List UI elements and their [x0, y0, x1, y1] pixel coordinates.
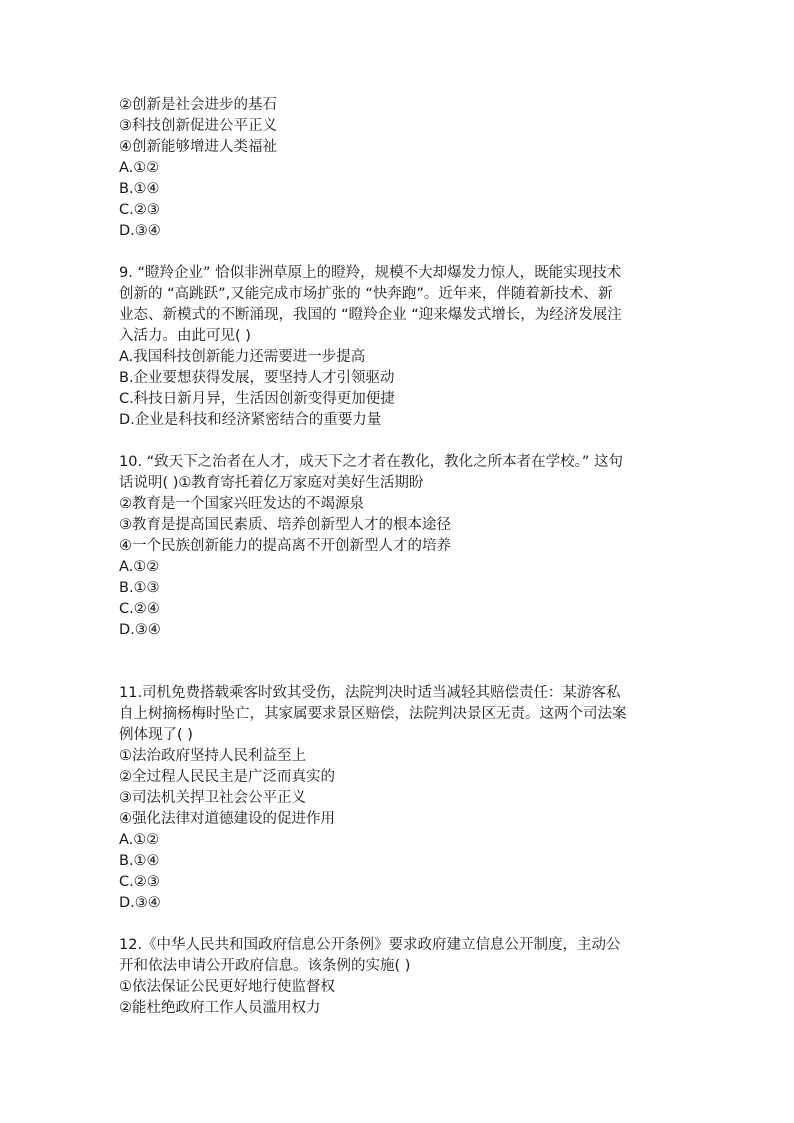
q8-choice-a: A.①②	[119, 160, 160, 176]
q8-choice-b: B.①④	[119, 181, 160, 197]
q11-choice-b: B.①④	[119, 853, 160, 869]
q10-choice-d: D.③④	[119, 622, 161, 638]
spacer	[119, 242, 679, 263]
spacer	[119, 914, 679, 935]
q9-stem-line: 9. “瞪羚企业” 恰似非洲草原上的瞪羚，规模不大却爆发力惊人，既能实现技术	[119, 265, 622, 281]
q10-option-2: ②教育是一个国家兴旺发达的不竭源泉	[119, 496, 364, 512]
spacer	[119, 431, 679, 452]
q12-option-2: ②能杜绝政府工作人员滥用权力	[119, 1000, 321, 1016]
q10-stem-line: 10. “致天下之治者在人才，成天下之才者在教化，教化之所本者在学校。” 这句	[119, 454, 624, 470]
question-8-tail	[119, 95, 679, 242]
q10-choice-a: A.①②	[119, 559, 160, 575]
q9-stem-line: 业态、新模式的不断涌现，我国的 “瞪羚企业 “迎来爆发式增长，为经济发展注	[119, 307, 622, 323]
q12-option-1: ①依法保证公民更好地行使监督权	[119, 979, 335, 995]
q9-choice-c: C.科技日新月异，生活因创新变得更加便捷	[119, 391, 395, 407]
q11-option-4: ④强化法律对道德建设的促进作用	[119, 811, 335, 827]
q10-choice-b: B.①③	[119, 580, 160, 596]
q8-option-2: ②创新是社会进步的基石	[119, 97, 277, 113]
q9-stem-line: 入活力。由此可见( )	[119, 328, 251, 344]
q11-choice-a: A.①②	[119, 832, 160, 848]
q11-option-1: ①法治政府坚持人民利益至上	[119, 748, 306, 764]
q9-stem-line: 创新的 “高跳跃”,又能完成市场扩张的 “快奔跑”。近年来，伴随着新技术、新	[119, 286, 613, 302]
q9-choice-b: B.企业要想获得发展，要坚持人才引领驱动	[119, 370, 395, 386]
q8-choice-c: C.②③	[119, 202, 160, 218]
q10-option-3: ③教育是提高国民素质、培养创新型人才的根本途径	[119, 517, 451, 533]
question-9	[119, 263, 679, 431]
q11-option-2: ②全过程人民民主是广泛而真实的	[119, 769, 335, 785]
q8-option-4: ④创新能够增进人类福祉	[119, 139, 277, 155]
document-content	[119, 95, 679, 1019]
q8-option-3: ③科技创新促进公平正义	[119, 118, 277, 134]
q8-choice-d: D.③④	[119, 223, 161, 239]
q10-option-4: ④一个民族创新能力的提高离不开创新型人才的培养	[119, 538, 451, 554]
q12-stem-line: 开和依法申请公开政府信息。该条例的实施( )	[119, 958, 411, 974]
q10-stem-line: 话说明( )①教育寄托着亿万家庭对美好生活期盼	[119, 475, 424, 491]
q11-option-3: ③司法机关捍卫社会公平正义	[119, 790, 306, 806]
q11-choice-c: C.②③	[119, 874, 160, 890]
q9-choice-d: D.企业是科技和经济紧密结合的重要力量	[119, 412, 382, 428]
question-11	[119, 683, 679, 914]
q11-stem-line: 例体现了( )	[119, 727, 193, 743]
q11-stem-line: 自上树摘杨梅时坠亡，其家属要求景区赔偿，法院判决景区无责。这两个司法案	[119, 706, 627, 722]
q10-choice-c: C.②④	[119, 601, 160, 617]
q9-choice-a: A.我国科技创新能力还需要进一步提高	[119, 349, 366, 365]
q11-choice-d: D.③④	[119, 895, 161, 911]
question-12	[119, 935, 679, 1019]
spacer	[119, 641, 679, 683]
question-10	[119, 452, 679, 641]
q12-stem-line: 12.《中华人民共和国政府信息公开条例》要求政府建立信息公开制度，主动公	[119, 937, 621, 953]
q11-stem-line: 11.司机免费搭载乘客时致其受伤，法院判决时适当减轻其赔偿责任：某游客私	[119, 685, 621, 701]
